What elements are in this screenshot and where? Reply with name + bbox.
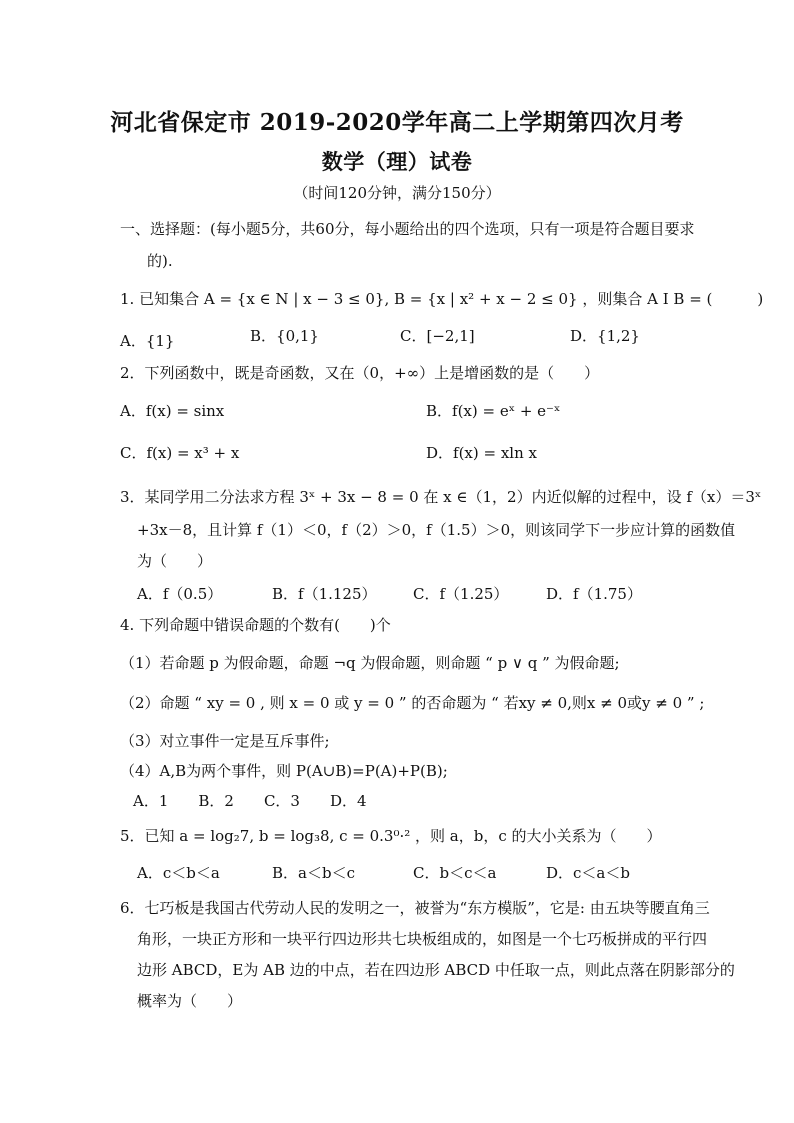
question-4-item-2: （2）命题 “ xy = 0 , 则 x = 0 或 y = 0 ” 的否命题为 “ 若xy ≠ 0,则x ≠ 0或y ≠ 0 ” ; bbox=[120, 694, 705, 712]
question-3-line-3: 为（ ） bbox=[137, 552, 213, 570]
q3-option-d: D．f（1.75） bbox=[546, 585, 642, 603]
question-6-line-1: 6．七巧板是我国古代劳动人民的发明之一，被誉为“东方模版”，它是: 由五块等腰直角三 bbox=[120, 899, 710, 917]
page-subtitle: 数学（理）试卷 bbox=[321, 149, 473, 174]
q1-option-d: D．{1,2} bbox=[570, 327, 640, 345]
q2-option-c: C．f(x) = x³ + x bbox=[120, 444, 240, 462]
question-6-line-3: 边形 ABCD，E为 AB 边的中点，若在四边形 ABCD 中任取一点，则此点落在阴影部分的 bbox=[137, 961, 735, 979]
q3-option-c: C．f（1.25） bbox=[413, 585, 509, 603]
q4-options: A．1 B．2 C．3 D．4 bbox=[133, 792, 367, 810]
page-title: 河北省保定市 2019-2020学年高二上学期第四次月考 bbox=[110, 109, 684, 136]
q3-option-b: B．f（1.125） bbox=[272, 585, 377, 603]
exam-meta: （时间120分钟，满分150分） bbox=[293, 184, 501, 202]
q2-option-a: A．f(x) = sinx bbox=[120, 402, 225, 420]
question-4-item-4: （4）A,B为两个事件，则 P(A∪B)=P(A)+P(B); bbox=[120, 762, 448, 780]
q2-option-d: D．f(x) = xln x bbox=[426, 444, 537, 462]
q5-option-a: A．c＜b＜a bbox=[137, 864, 220, 882]
q1-option-c: C．[−2,1] bbox=[400, 327, 475, 345]
question-4: 4. 下列命题中错误命题的个数有( )个 bbox=[120, 616, 391, 634]
question-4-item-3: （3）对立事件一定是互斥事件; bbox=[120, 732, 330, 750]
question-2: 2．下列函数中，既是奇函数，又在（0，+∞）上是增函数的是（ ） bbox=[120, 364, 600, 382]
question-6-line-2: 角形，一块正方形和一块平行四边形共七块板组成的，如图是一个七巧板拼成的平行四 bbox=[137, 930, 708, 948]
question-6-line-4: 概率为（ ） bbox=[137, 992, 243, 1010]
q2-option-b: B．f(x) = eˣ + e⁻ˣ bbox=[426, 402, 561, 420]
question-5: 5．已知 a = log₂7, b = log₃8, c = 0.3⁰·² ，则 a，b，c 的大小关系为（ ） bbox=[120, 827, 662, 845]
section-heading: 一、选择题：(每小题5分，共60分，每小题给出的四个选项，只有一项是符合题目要求 bbox=[120, 220, 695, 238]
q1-option-b: B．{0,1} bbox=[250, 327, 319, 345]
question-1: 1. 已知集合 A = {x ∈ N | x − 3 ≤ 0}, B = {x | x² + x − 2 ≤ 0} ，则集合 A I B = ( ) bbox=[120, 290, 764, 308]
q5-option-c: C．b＜c＜a bbox=[413, 864, 497, 882]
q5-option-d: D．c＜a＜b bbox=[546, 864, 630, 882]
q5-option-b: B．a＜b＜c bbox=[272, 864, 355, 882]
question-4-item-1: （1）若命题 p 为假命题，命题 ¬q 为假命题，则命题 “ p ∨ q ” 为假命题; bbox=[120, 654, 620, 672]
question-3-line-1: 3．某同学用二分法求方程 3ˣ + 3x − 8 = 0 在 x ∈（1，2）内近似解的过程中，设 f（x）＝3ˣ bbox=[120, 488, 762, 506]
question-3-line-2: +3x－8，且计算 f（1）＜0，f（2）＞0，f（1.5）＞0，则该同学下一步应计算的函数值 bbox=[137, 521, 736, 539]
section-heading-cont: 的). bbox=[147, 252, 173, 270]
q1-option-a: A．{1} bbox=[120, 332, 175, 350]
q3-option-a: A．f（0.5） bbox=[137, 585, 223, 603]
